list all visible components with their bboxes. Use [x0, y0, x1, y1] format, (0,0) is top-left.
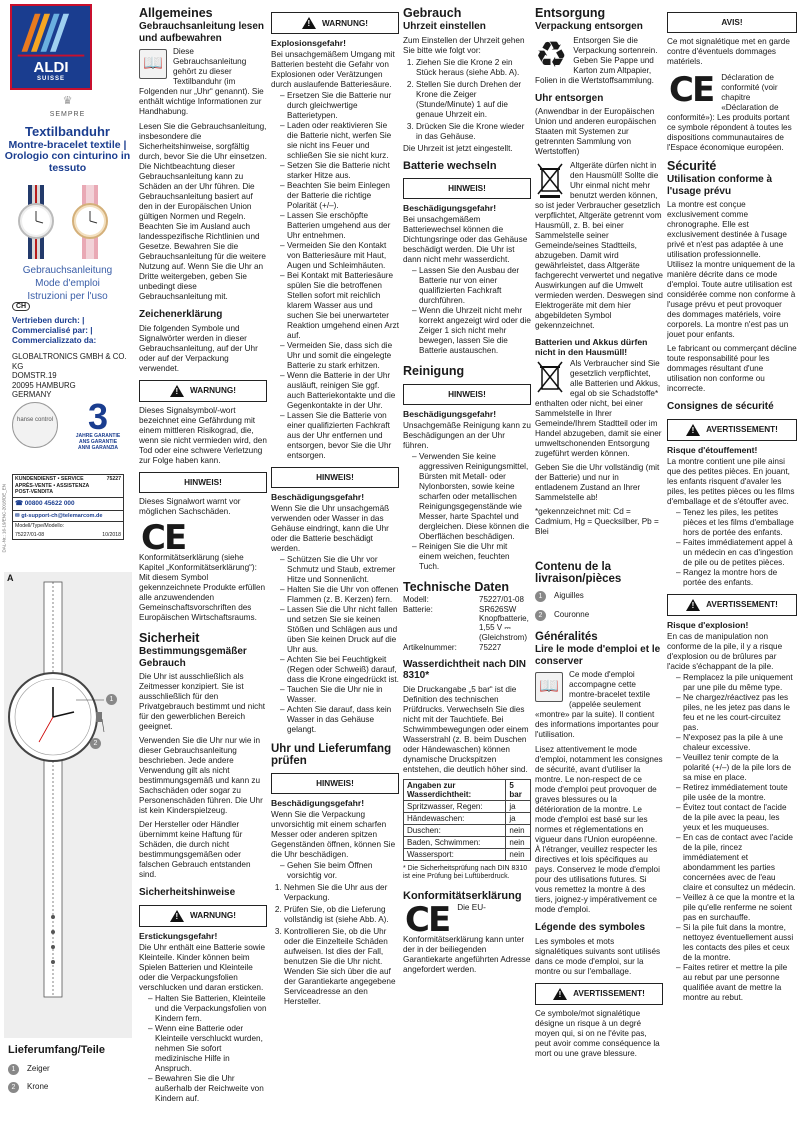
warning-triangle-icon	[686, 599, 700, 611]
paragraph: Als Verbraucher sind Sie gesetzlich verpflichtet, alle Batterien und Akkus, egal ob sie Schadstoffe* enthalten oder nicht, bei einer Sammelstelle in Ihrer Gemeinde/Ihrem Stadtteil oder im Handel abzugeben, damit sie einer umweltschonenden Entsorgung zugeführt werden können.	[535, 359, 662, 458]
sempre-brand: SEMPRE	[49, 111, 86, 118]
list-item: – Ersetzen Sie die Batterie nur durch gleichwertige Batterietypen.	[280, 91, 399, 121]
list-item: – Rangez la montre hors de portée des enfants.	[676, 568, 797, 588]
step-item: 3. Kontrollieren Sie, ob die Uhr oder die Einzelteile Schäden aufweisen. Ist dies der Fall, benutzen Sie die Uhr nicht. Wenden Sie sich über die auf der Garantiekarte angegebene Serviceadresse an den Hersteller.	[284, 927, 399, 1007]
hint-box: HINWEIS!	[403, 384, 531, 405]
column-3	[271, 4, 399, 1126]
list-item: – Évitez tout contact de l'acide de la pile avec la peau, les yeux et les muqueuses.	[676, 803, 797, 833]
issue-date: 10/2018	[102, 531, 121, 538]
paragraph: Konformitätserklärung (siehe Kapitel „Konformitätserklärung“): Mit diesem Symbol gekennzeichnete Produkte erfüllen alle anzuwendenden Gemeinschaftsvorschriften des Europäischen Wirtschaftsraums.	[139, 553, 266, 623]
parts-item	[535, 591, 663, 602]
paragraph: Die Uhr enthält eine Batterie sowie Kleinteile. Kinder können beim Spielen Batterien und Kleinteile oder die Verpackungsfolien verschlucken und daran ersticken.	[139, 942, 266, 992]
hint-box: HINWEIS!	[403, 178, 531, 199]
battery-bin-icon	[535, 359, 565, 397]
aldi-logo-text: ALDI	[33, 59, 69, 76]
column-5	[535, 4, 663, 1126]
list-item: – Faites retirer et mettre la pile au rebut par une personne qualifiée avant de mettre la montre au rebut.	[676, 963, 797, 1003]
dash-list	[676, 673, 797, 1003]
product-image-watches	[18, 185, 128, 259]
heading-conformity: Konformitätserklärung	[403, 889, 522, 902]
warning-box	[535, 983, 663, 1005]
warranty-text-fr: ANS GARANTIE	[78, 438, 118, 445]
paragraph: Altgeräte dürfen nicht in den Hausmüll! Sollte die Uhr einmal nicht mehr benutzt werden können, so ist jeder Verbraucher gesetzlich verpflichtet, Altgeräte getrennt vom Hausmüll, z. B. bei einer Sammelstelle seiner Gemeinde/seines Stadtteils, abzugeben. Damit wird gewährleistet, dass Altgeräte fachgerecht verwertet und negative Auswirkungen auf die Umwelt vermieden werden. Deswegen sind Elektrogeräte mit dem hier abgebildeten Symbol gekennzeichnet.	[535, 161, 663, 330]
list-item: – Lassen Sie den Ausbau der Batterie nur von einer qualifizierten Fachkraft durchführen.	[412, 266, 531, 306]
heading-suffocation: Erstickungsgefahr!	[139, 930, 218, 941]
warning-box	[667, 594, 797, 616]
list-item: – Vermeiden Sie den Kontakt von Batteriesäure mit Haut, Augen und Schleimhäuten.	[280, 241, 399, 271]
spec-key: Artikelnummer:	[403, 642, 457, 652]
list-item: – Halten Sie die Uhr von offenen Flammen (z. B. Kerzen) fern.	[280, 585, 399, 605]
list-item: – Bewahren Sie die Uhr außerhalb der Reichweite von Kindern auf.	[148, 1074, 267, 1104]
list-item: – En cas de contact avec l'acide de la pile, rincez immédiatement et abondamment les parties concernées avec de l'eau claire et consultez un médecin.	[676, 833, 797, 893]
paragraph: Wenn Sie die Verpackung unvorsichtig mit einem scharfen Messer oder anderen spitzen Gegenständen öffnen, können Sie die Uhr beschädigen.	[271, 810, 396, 859]
heading-safety-notes: Sicherheitshinweise	[139, 887, 236, 899]
table-cell: Duschen:	[404, 824, 506, 836]
list-item: – Verwenden Sie keine aggressiven Reinigungsmittel, Bürsten mit Metall- oder Nylonborsten, sowie keine scharfen oder metallischen Reinigungsgegenstände wie Messer, harte Spachtel und dergleichen. Diese können die Oberflächen beschädigen.	[412, 452, 531, 542]
dash-list	[676, 508, 797, 588]
heading-symbols: Zeichenerklärung	[139, 309, 223, 320]
scope-item	[8, 1064, 136, 1075]
warning-triangle-icon	[170, 910, 184, 922]
heading-safety: Sicherheit	[139, 631, 200, 646]
table-cell: ja	[506, 800, 531, 812]
parts-item-label: Aiguilles	[554, 591, 584, 600]
heading-explosion-fr: Risque d'explosion!	[667, 619, 749, 630]
paragraph: (Anwendbar in der Europäischen Union und anderen europäischen Staaten mit Systemen zur getrennten Sammlung von Wertstoffen)	[535, 107, 657, 156]
paragraph: Ce symbole/mot signalétique désigne un risque à un degré moyen qui, si on ne l'évite pas, peut avoir comme conséquence la mort ou une grave blessure.	[535, 1008, 660, 1058]
heading-disposal: Entsorgung	[535, 6, 606, 20]
dash-list	[280, 861, 399, 881]
spec-row	[403, 643, 531, 652]
warning-triangle-icon	[302, 17, 316, 29]
list-item: – Schützen Sie die Uhr vor Schmutz und Staub, extremer Hitze und Sonnenlicht.	[280, 555, 399, 585]
list-item: – Achten Sie darauf, dass kein Wasser in das Gehäuse gelangt.	[280, 705, 399, 735]
paragraph: La montre contient une pile ainsi que des petites pièces. En jouant, les enfants risquent d'avaler les piles, les petites pièces ou les films d'emballage et de s'étouffer avec.	[667, 456, 795, 506]
list-item: – Gehen Sie beim Öffnen vorsichtig vor.	[280, 861, 399, 881]
list-item: – Si la pile fuit dans la montre, nettoyez éventuellement aussi les contacts des piles et ceux de la montre.	[676, 923, 797, 963]
ce-mark-icon: CE	[141, 517, 186, 558]
manual-title-it: Istruzioni per l'uso	[27, 291, 108, 302]
product-title-it: Orologio con cinturino in tessuto	[4, 150, 131, 174]
warranty-number: 3	[87, 396, 109, 437]
warning-label: AVERTISSEMENT!	[706, 425, 778, 434]
table-cell: Wassersport:	[404, 848, 506, 860]
list-item: – Halten Sie Batterien, Kleinteile und die Verpackungsfolien von Kindern fern.	[148, 994, 267, 1024]
paragraph: Les symboles et mots signalétiques suivants sont utilisés dans ce mode d'emploi, sur la montre ou sur l'emballage.	[535, 936, 661, 976]
dash-list	[412, 452, 531, 572]
paragraph: Unsachgemäße Reinigung kann zu Beschädigungen an der Uhr führen.	[403, 420, 531, 450]
paragraph: Die Uhr ist ausschließlich als Zeitmesser konzipiert. Sie ist ausschließlich für den Privatgebrauch bestimmt und nicht für den gewerblichen Bereich geeignet.	[139, 672, 266, 732]
table-cell: ja	[506, 812, 531, 824]
paragraph: Zum Einstellen der Uhrzeit gehen Sie bitte wie folgt vor:	[403, 35, 525, 55]
heading-battery: Batterie wechseln	[403, 159, 497, 172]
heading-contents-fr: Contenu de la livraison/pièces	[535, 561, 622, 585]
manual-title-de: Gebrauchsanleitung	[22, 265, 113, 276]
paragraph: Der Hersteller oder Händler übernimmt keine Haftung für Schäden, die durch nicht bestimmungsgemäßen oder falschen Gebrauch entstanden sind.	[139, 820, 251, 880]
warranty-text-de: JAHRE GARANTIE	[75, 433, 121, 440]
heading-safety-fr: Sécurité	[667, 159, 717, 173]
list-item: – Wenn die Batterie in der Uhr ausläuft, reinigen Sie ggf. auch Batteriekontakte und die Gegenkontakte in der Uhr.	[280, 371, 399, 411]
address-line: GERMANY	[12, 390, 52, 399]
service-box	[12, 474, 124, 540]
table-row	[404, 836, 531, 848]
parts-item-number: 2	[535, 610, 546, 621]
service-phone[interactable]: 00800 45622 000	[24, 499, 75, 507]
heading-explosion: Explosionsgefahr!	[271, 38, 346, 48]
weee-bin-icon	[535, 161, 565, 199]
dash-list	[280, 91, 399, 461]
list-item: – Wenn die Uhrzeit nicht mehr korrekt angezeigt wird oder die Zeiger 1 sich nicht mehr bewegen, lassen Sie die Batterie austauschen.	[412, 306, 531, 356]
table-cell: nein	[506, 848, 531, 860]
aldi-logo	[10, 4, 92, 90]
list-item: – Reinigen Sie die Uhr mit einem weichen, feuchten Tuch.	[412, 542, 531, 572]
step-item: 1. Nehmen Sie die Uhr aus der Verpackung.	[284, 883, 399, 903]
table-cell: nein	[506, 824, 531, 836]
list-item: – Beachten Sie beim Einlegen der Batterie die richtige Polarität (+/–).	[280, 181, 399, 211]
table-header: 5 bar	[506, 779, 531, 800]
numbered-list	[284, 883, 399, 1007]
heading-damage: Beschädigungsgefahr!	[403, 408, 497, 419]
country-badge: CH	[12, 302, 30, 311]
phone-icon: ☎	[15, 499, 23, 507]
warning-label: AVERTISSEMENT!	[706, 600, 778, 609]
heading-suffocation-fr: Risque d'étouffement!	[667, 444, 758, 455]
crown-icon: ♛	[62, 95, 73, 107]
list-item: – Laden oder reaktivieren Sie die Batterie nicht, werfen Sie sie nicht ins Feuer und schließen Sie sie nicht kurz.	[280, 121, 399, 161]
service-code: 75227	[106, 476, 121, 482]
table-header: Angaben zur Wasserdichtheit:	[404, 779, 506, 800]
parts-item-label: Couronne	[554, 610, 590, 619]
heading-symbols-fr: Légende des symboles	[535, 922, 646, 933]
paragraph: *gekennzeichnet mit: Cd = Cadmium, Hg = Quecksilber, Pb = Blei	[535, 507, 659, 536]
list-item: – Achten Sie bei Feuchtigkeit (Regen oder Schweiß) darauf, dass die Krone eingedrückt ist.	[280, 655, 399, 685]
ce-mark-icon: CE	[669, 70, 714, 110]
hint-box: HINWEIS!	[139, 472, 267, 493]
table-row	[404, 812, 531, 824]
scope-item	[8, 1082, 136, 1093]
heading-intended-use-fr: Utilisation conforme à l'usage prévu	[667, 174, 773, 197]
heading-set-time: Uhrzeit einstellen	[403, 21, 486, 32]
paragraph: Diese Gebrauchsanleitung gehört zu dieser Textilbanduhr (im Folgenden nur „Uhr“ genannt). Sie enthält wichtige Informationen zur Handhabung.	[139, 47, 264, 116]
heading-damage: Beschädigungsgefahr!	[403, 202, 497, 213]
spec-row	[403, 605, 531, 642]
heading-safety-notes-fr: Consignes de sécurité	[667, 401, 774, 412]
paragraph: Bei unsachgemäßem Batteriewechsel können die Dichtungsringe oder das Gehäuse beschädigt werden. Die Uhr ist dann nicht mehr wasserdicht.	[403, 214, 528, 264]
table-row	[404, 848, 531, 860]
column-4	[403, 4, 531, 1126]
service-label: KUNDENDIENST • SERVICE APRÈS-VENTE • ASSISTENZA POST-VENDITA	[15, 476, 90, 495]
paragraph: Utilisez la montre uniquement de la manière décrite dans ce mode d'emploi. Toute autre utilisation est considérée comme non conforme à l'usage prévu et peut provoquer des dommages matériels, voire corporels. La montre n'est pas un jouet pour enfants.	[667, 260, 796, 339]
step-item: 2. Prüfen Sie, ob die Lieferung vollständig ist (siehe Abb. A).	[284, 905, 399, 925]
scope-section	[8, 1044, 136, 1093]
table-header-row	[404, 779, 531, 800]
warning-box	[667, 419, 797, 441]
hanse-control-seal	[12, 402, 58, 448]
spec-key: Modell:	[403, 594, 429, 604]
distributed-by-fr: Commercialisé par: |	[12, 325, 93, 335]
numbered-list	[416, 58, 531, 142]
paragraph: Lesen Sie die Gebrauchsanleitung, insbesondere die Sicherheitshinweise, sorgfältig durch, bevor Sie die Uhr einsetzen. Die Nichtbeachtung dieser Gebrauchsanleitung kann zu Schäden an der Uhr führen. Die Gebrauchsanleitung basiert auf den in der Europäischen Union gültigen Normen und Regeln. Beachten Sie im Ausland auch landesspezifische Richtlinien und Gesetze. Bewahren Sie die Gebrauchsanleitung für die weitere Nutzung auf. Wenn Sie die Uhr an Dritte weitergeben, geben Sie unbedingt diese Gebrauchsanleitung mit.	[139, 122, 267, 301]
model-number: 75227/01-08	[15, 531, 45, 538]
scope-item-label: Zeiger	[27, 1064, 50, 1073]
warning-label: AVERTISSEMENT!	[573, 989, 645, 998]
list-item: – Faites immédiatement appel à un médecin en cas d'ingestion de pile ou de petites pièces.	[676, 538, 797, 568]
email-icon: ✉	[15, 512, 20, 519]
list-item: – Veuillez tenir compte de la polarité (+/–) de la pile lors de sa mise en place.	[676, 753, 797, 783]
book-icon: 📖	[139, 49, 167, 79]
list-item: – Tenez les piles, les petites pièces et les films d'emballage hors de portée des enfants.	[676, 508, 797, 538]
product-title-fr: Montre-bracelet textile |	[8, 139, 127, 151]
heading-tech-data: Technische Daten	[403, 579, 510, 594]
list-item: – Vermeiden Sie, dass sich die Uhr und somit die eingelegte Batterie zu stark erhitzen.	[280, 341, 399, 371]
side-code: DAL-Nr.: 16-19/ENC-2018/DE_EN	[1, 483, 7, 553]
paragraph: Dieses Signalwort warnt vor möglichen Sachschäden.	[139, 496, 241, 516]
parts-item-number: 1	[535, 591, 546, 602]
recycle-icon: ♻	[535, 34, 568, 76]
paragraph: Bei unsachgemäßem Umgang mit Batterien besteht die Gefahr von Explosionen oder Verätzungen durch auslaufende Batteriesäure.	[271, 50, 395, 89]
address-line: GLOBALTRONICS GMBH & CO. KG	[12, 352, 127, 371]
heading-use: Gebrauch	[403, 6, 462, 20]
manual-title-fr: Mode d'emploi	[35, 278, 100, 289]
spec-row	[403, 595, 531, 604]
hint-box: HINWEIS!	[271, 773, 399, 794]
list-item: – Veillez à ce que la montre et la pile qu'elle renferme ne soient pas en surchauffe.	[676, 893, 797, 923]
spec-value: 75227/01-08	[479, 594, 524, 604]
list-item: – Lassen Sie die Uhr nicht fallen und setzen Sie sie keinen Stößen und Schlägen aus und üben Sie keinen Druck auf die Uhr aus.	[280, 605, 399, 655]
table-cell: nein	[506, 836, 531, 848]
table-row	[404, 800, 531, 812]
heading-check-delivery: Uhr und Lieferumfang prüfen	[271, 743, 392, 767]
heading-damage: Beschädigungsgefahr!	[271, 798, 365, 808]
warning-box	[139, 905, 267, 927]
paragraph: Die folgenden Symbole und Signalwörter werden in dieser Gebrauchsanleitung, auf der Uhr oder auf der Verpackung verwendet.	[139, 323, 258, 373]
step-item: 3. Drücken Sie die Krone wieder in das Gehäuse.	[416, 122, 531, 142]
callout-1: 1	[106, 694, 117, 705]
paragraph: Entsorgen Sie die Verpackung sortenrein. Geben Sie Pappe und Karton zum Altpapier, Folien in die Wertstoffsammlung.	[535, 35, 658, 85]
dash-list	[148, 994, 267, 1104]
hanse-control-label: hanse control	[16, 417, 54, 423]
table-cell: Händewaschen:	[404, 812, 506, 824]
list-item: – Lassen Sie erschöpfte Batterien umgehend aus der Uhr entnehmen.	[280, 211, 399, 241]
paragraph: Wenn Sie die Uhr unsachgemäß verwenden oder Wasser in das Gehäuse eindringt, kann die Uhr oder die Batterie beschädigt werden.	[271, 504, 390, 553]
callout-2: 2	[90, 738, 101, 749]
cover-panel	[0, 0, 135, 575]
list-item: – Remplacez la pile uniquement par une pile du même type.	[676, 673, 797, 693]
list-item: – Tauchen Sie die Uhr nie in Wasser.	[280, 685, 399, 705]
address-line: 20095 HAMBURG	[12, 380, 76, 390]
list-item: – Lassen Sie die Batterie von einer qualifizierten Fachkraft aus der Uhr entfernen und entsorgen, bevor Sie die Uhr entsorgen.	[280, 411, 399, 461]
paragraph: Dieses Signalsymbol/-wort bezeichnet eine Gefährdung mit einem mittleren Risikograd, die, wenn sie nicht vermieden wird, den Tod oder eine schwere Verletzung zur Folge haben kann.	[139, 405, 267, 465]
dash-list	[280, 555, 399, 735]
list-item: – Retirez immédiatement toute pile usée de la montre.	[676, 783, 797, 803]
paragraph: Le fabricant ou commerçant décline toute responsabilité pour les dommages résultant d'une utilisation non conforme ou incorrecte.	[667, 344, 797, 393]
list-item: – N'exposez pas la pile à une chaleur excessive.	[676, 733, 797, 753]
scope-item-number: 2	[8, 1082, 19, 1093]
step-item: 1. Ziehen Sie die Krone 2 ein Stück heraus (siehe Abb. A).	[416, 58, 531, 78]
warning-triangle-icon	[170, 385, 184, 397]
heading-read-manual-fr: Lire le mode d'emploi et le conserver	[535, 644, 661, 667]
heading-water-resistance: Wasserdichtheit nach DIN 8310*	[403, 658, 526, 681]
paragraph: En cas de manipulation non conforme de la pile, il y a risque d'explosion ou de brûlures par l'acide s'échappant de la pile.	[667, 631, 783, 671]
scope-title: Lieferumfang/Teile	[8, 1044, 105, 1056]
list-item: – Bei Kontakt mit Batteriesäure spülen Sie die betroffenen Stellen sofort mit reichlich klarem Wasser aus und suchen Sie bei unerwarteter Reaktion umgehend einen Arzt auf.	[280, 271, 399, 341]
book-icon: 📖	[535, 672, 563, 702]
dash-list	[412, 266, 531, 356]
scope-item-number: 1	[8, 1064, 19, 1075]
heading-general: Allgemeines	[139, 6, 213, 20]
paragraph: Verwenden Sie die Uhr nur wie in dieser Gebrauchsanleitung beschrieben. Jede andere Verwendung gilt als nicht bestimmungsgemäß und kann zu Sachschäden oder sogar zu Personenschäden führen. Die Uhr ist kein Kinderspielzeug.	[139, 736, 263, 816]
product-title-de: Textilbanduhr	[25, 124, 110, 139]
ce-mark-icon: CE	[405, 899, 450, 940]
paragraph: Déclaration de conformité (voir chapitre «Déclaration de conformité»): Les produits portant ce symbole répondent à toutes les dispositions communautaires de l'Espace économique européen.	[667, 73, 792, 152]
column-2	[139, 4, 267, 1126]
paragraph: Ce mot signalétique met en garde contre d'éventuels dommages matériels.	[667, 37, 790, 66]
heading-intended-use: Bestimmungsgemäßer Gebrauch	[139, 646, 247, 669]
heading-packaging: Verpackung entsorgen	[535, 21, 643, 32]
warning-label: WARNUNG!	[190, 911, 236, 921]
spec-value: SR626SW Knopfbatterie, 1,55 V ⎓ (Gleichstrom)	[479, 604, 529, 642]
notice-box: AVIS!	[667, 12, 797, 33]
distributed-by-de: Vertrieben durch: |	[12, 316, 85, 325]
paragraph: Ce mode d'emploi accompagne cette montre-bracelet textile (appelée seulement «montre» par la suite). Il contient des informations importantes pour l'utilisation.	[535, 670, 659, 739]
scope-item-label: Krone	[27, 1082, 49, 1091]
warning-triangle-icon	[553, 988, 567, 1000]
warning-label: WARNUNG!	[322, 18, 368, 28]
water-resistance-table	[403, 779, 531, 861]
aldi-logo-sub: SUISSE	[36, 76, 65, 82]
paragraph: Lisez attentivement le mode d'emploi, notamment les consignes de sécurité, avant d'utiliser la montre. Le non-respect de ce mode d'emploi peut provoquer de graves blessures ou la détérioration de la montre. Le mode d'emploi est basé sur les normes et réglementations en vigueur dans l'Union européenne. À l'étranger, veuillez respecter les directives et lois spécifiques au pays. Conservez le mode d'emploi pour des utilisations futures. Si vous remettez la montre à des tiers, joignez-y impérativement ce mode d'emploi.	[535, 745, 663, 914]
watch-illustration	[4, 572, 132, 1038]
step-item: 2. Stellen Sie durch Drehen der Krone die Zeiger (Stunde/Minute) 1 auf die genaue Uhrzeit ein.	[416, 80, 531, 120]
heading-damage: Beschädigungsgefahr!	[271, 492, 365, 502]
heading-batteries-waste: Batterien und Akkus dürfen nicht in den Hausmüll!	[535, 337, 648, 357]
heading-dispose-watch: Uhr entsorgen	[535, 92, 604, 104]
service-email[interactable]: gt-support-ch@telemarcom.de	[21, 512, 103, 519]
list-item: – Ne chargez/réactivez pas les piles, ne les jetez pas dans le feu et ne les court-circuitez pas.	[676, 693, 797, 733]
warranty-badge	[68, 396, 128, 460]
footnote: * Die Sicherheitsprüfung nach DIN 8310 ist eine Prüfung bei Luftüberdruck.	[403, 864, 528, 881]
hint-box: HINWEIS!	[271, 467, 399, 488]
paragraph: Geben Sie die Uhr vollständig (mit der Batterie) und nur in entladenem Zustand an Ihrer Sammelstelle ab!	[535, 463, 660, 502]
heading-cleaning: Reinigung	[403, 363, 465, 378]
table-cell: Baden, Schwimmen:	[404, 836, 506, 848]
spec-key: Batterie:	[403, 604, 433, 614]
list-item: – Setzen Sie die Batterie nicht starker Hitze aus.	[280, 161, 399, 181]
warning-box	[271, 12, 399, 34]
warning-box	[139, 380, 267, 402]
distributed-by-it: Commercializzato da:	[12, 335, 97, 345]
warning-label: WARNUNG!	[190, 386, 236, 395]
heading-general-fr: Généralités	[535, 631, 598, 643]
warranty-text-it: ANNI GARANZIA	[78, 444, 118, 451]
table-row	[404, 824, 531, 836]
paragraph: Die Druckangabe „5 bar“ ist die Definition des technischen Prüfdrucks. Verwechseln Sie dies nicht mit der Tauchtiefe. Bei Schwimmbewegungen oder einem Wasserstrahl (z. B. beim Duschen oder Händewaschen) können dynamische Druckspitzen entstehen, die deutlich höher sind.	[403, 684, 529, 774]
paragraph: Die Uhrzeit ist jetzt eingestellt.	[403, 143, 513, 153]
table-cell: Spritzwasser, Regen:	[404, 800, 506, 812]
figure-label: A	[7, 573, 14, 583]
paragraph: Die EU-Konformitätserklärung kann unter der in der beiliegenden Garantiekarte angeführten Adresse angefordert werden.	[403, 902, 531, 975]
heading-read-manual: Gebrauchsanleitung lesen und aufbewahren	[139, 21, 265, 44]
paragraph: La montre est conçue exclusivement comme chronographe. Elle est exclusivement destinée à l'usage privé et n'est pas adaptée à une utilisation professionnelle.	[667, 200, 787, 259]
figure-a	[4, 572, 132, 1038]
spec-value: 75227	[479, 642, 502, 652]
parts-item	[535, 610, 663, 621]
column-6	[667, 4, 797, 1126]
list-item: – Wenn eine Batterie oder Kleinteile verschluckt wurden, nehmen Sie sofort medizinische Hilfe in Anspruch.	[148, 1024, 267, 1074]
warning-triangle-icon	[686, 424, 700, 436]
model-label: Modell/Type/Modello:	[15, 523, 65, 530]
address-line: DOMSTR.19	[12, 371, 57, 380]
